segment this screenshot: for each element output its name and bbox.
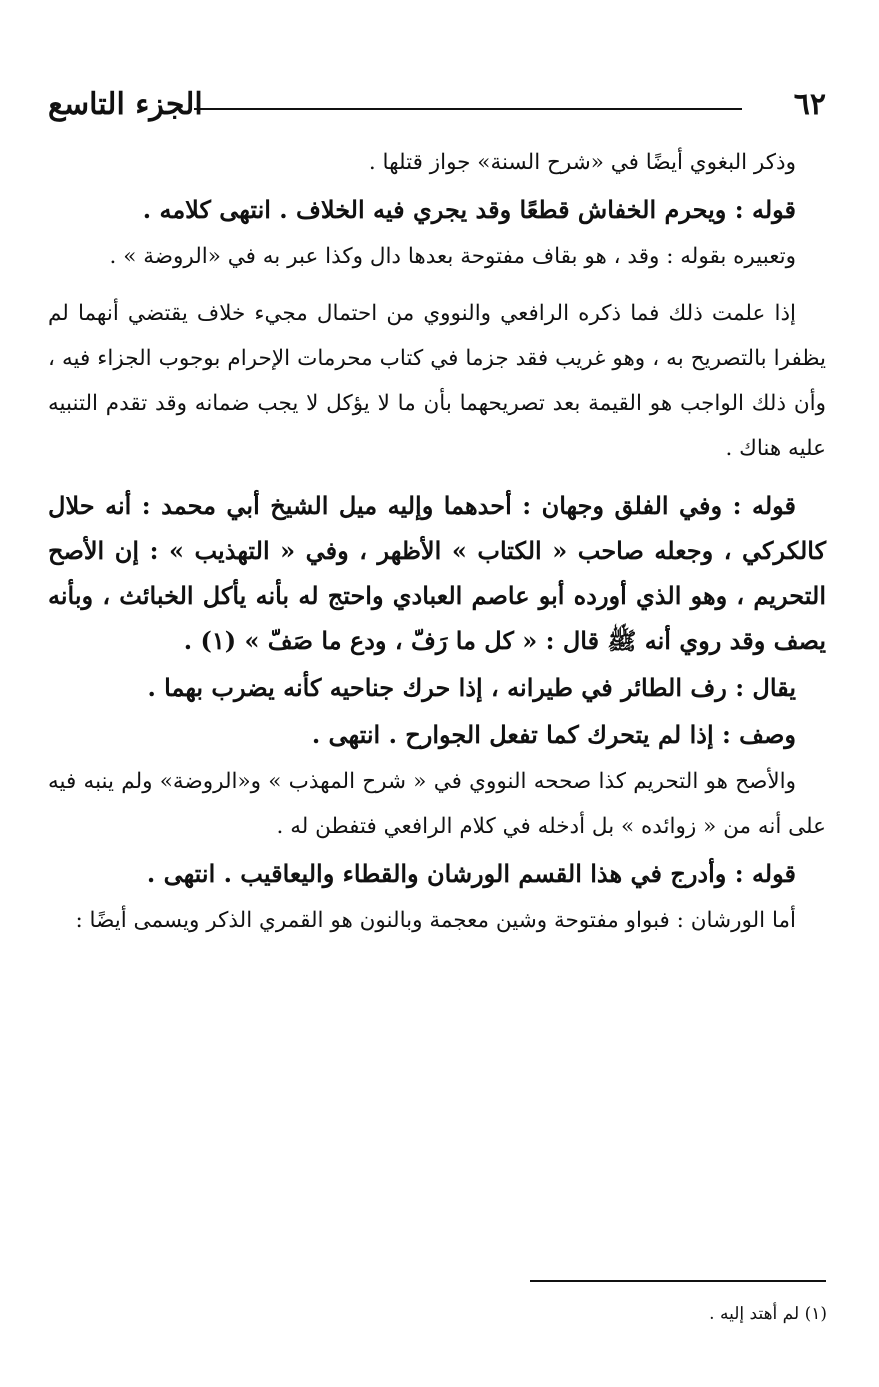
paragraph-baghawi: وذكر البغوي أيضًا في «شرح السنة» جواز قتلها . bbox=[368, 150, 796, 175]
header-rule bbox=[194, 108, 742, 110]
page-header bbox=[48, 80, 826, 130]
page-number: ٦٢ bbox=[793, 87, 826, 122]
paragraph-wa-qad: وتعبيره بقوله : وقد ، هو بقاف مفتوحة بعدها دال وكذا عبر به في «الروضة » . bbox=[109, 244, 796, 269]
definition-raff: يقال : رف الطائر في طيرانه ، إذا حرك جناحيه كأنه يضرب بهما . bbox=[147, 673, 796, 702]
paragraph-warashan: أما الورشان : فبواو مفتوحة وشين معجمة وبالنون هو القمري الذكر ويسمى أيضًا : bbox=[75, 908, 796, 933]
running-title: الجزء التاسع bbox=[48, 87, 203, 122]
footnote: (١) لم أهتد إليه . bbox=[709, 1304, 827, 1324]
paragraph-idha-alimta: إذا علمت ذلك فما ذكره الرافعي والنووي من احتمال مجيء خلاف يقتضي أنهما لم يظفرا بالتصريح به ، وهو غريب فقد جزما في كتاب محرمات الإحرام بوجوب الجزاء فيه ، وأن ذلك الواجب هو القيمة بعد تصريحهما بأن ما لا يؤكل لا يجب ضمانه وقد تقدم التنبيه عليه هناك . bbox=[48, 301, 826, 461]
definition-saff: وصف : إذا لم يتحرك كما تفعل الجوارح . انتهى . bbox=[311, 720, 796, 749]
page-body bbox=[48, 140, 826, 943]
quote-falaq: قوله : وفي الفلق وجهان : أحدهما وإليه ميل الشيخ أبي محمد : أنه حلال كالكركي ، وجعله صاحب « الكتاب » الأظهر ، وفي « التهذيب » : إن الأصح التحريم ، وهو الذي أورده أبو عاصم العبادي واحتج له بأنه يأكل الخبائث ، وبأنه يصف وقد روي أنه ﷺ قال : « كل ما رَفّ ، ودع ما صَفّ » (١) . bbox=[48, 491, 826, 655]
paragraph-al-asahh: والأصح هو التحريم كذا صححه النووي في « شرح المهذب » و«الروضة» ولم ينبه فيه على أنه من « زوائده » بل أدخله في كلام الرافعي فتفطن له . bbox=[48, 769, 826, 839]
quote-adraja: قوله : وأدرج في هذا القسم الورشان والقطاء واليعاقيب . انتهى . bbox=[146, 859, 796, 888]
quote-khuffash: قوله : ويحرم الخفاش قطعًا وقد يجري فيه الخلاف . انتهى كلامه . bbox=[142, 195, 796, 224]
footnote-rule bbox=[530, 1280, 826, 1282]
